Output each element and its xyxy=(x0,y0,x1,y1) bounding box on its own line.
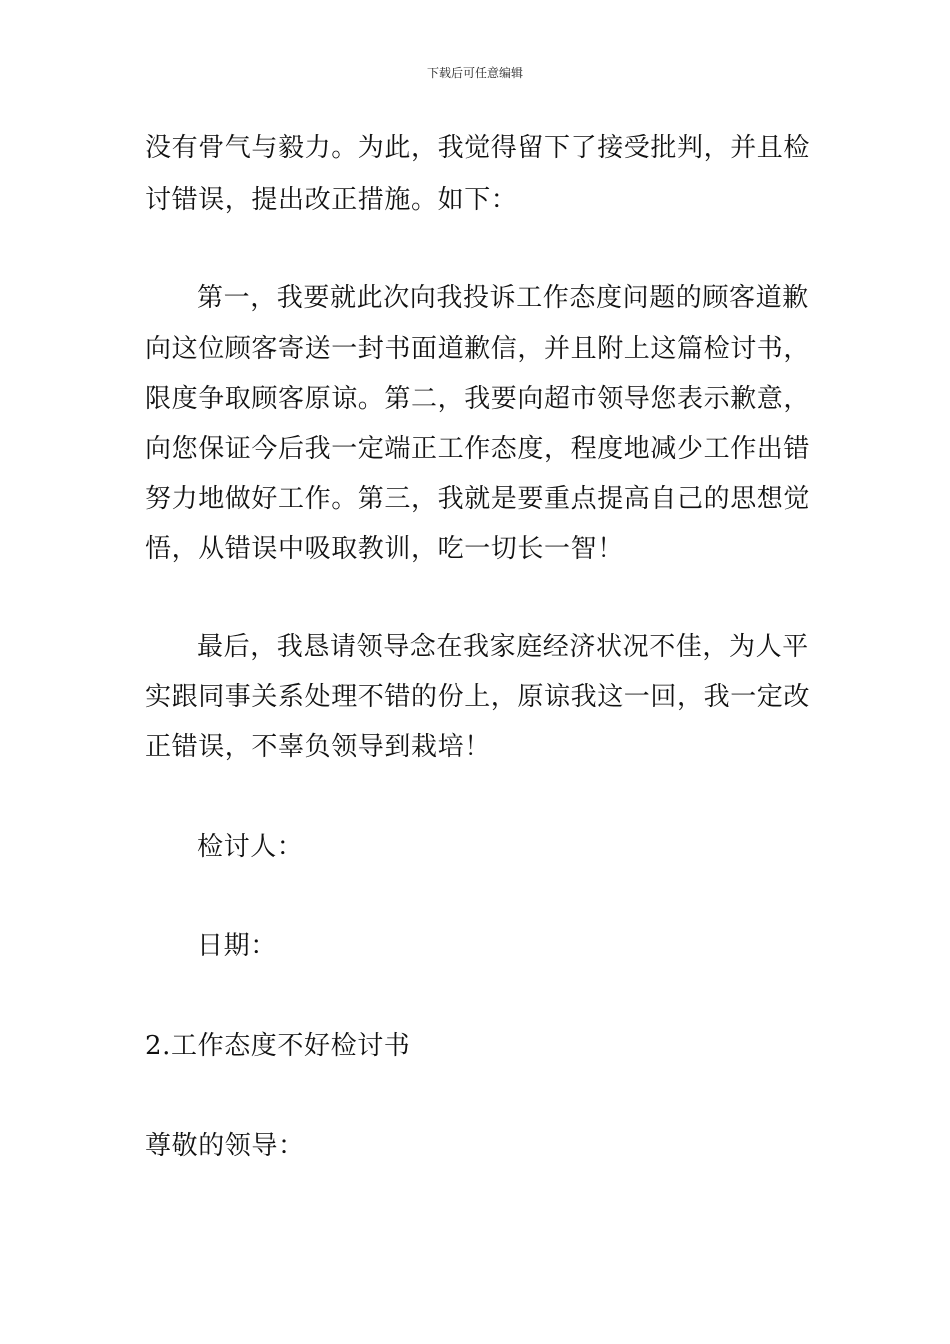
text-line: 正错误，不辜负领导到栽培！ xyxy=(145,732,491,762)
text-line: 没有骨气与毅力。为此，我觉得留下了接受批判，并且检 xyxy=(145,133,811,163)
text-line: 最后，我恳请领导念在我家庭经济状况不佳，为人平 xyxy=(197,632,809,662)
section-heading: 2.工作态度不好检讨书 xyxy=(145,1031,411,1061)
page-header: 下载后可任意编辑 xyxy=(426,66,523,80)
text-line: 悟，从错误中吸取教训，吃一切长一智！ xyxy=(145,534,624,564)
text-line: 努力地做好工作。第三，我就是要重点提高自己的思想觉 xyxy=(145,484,811,514)
text-line: 实跟同事关系处理不错的份上，原谅我这一回，我一定改 xyxy=(145,682,811,712)
text-line: 向这位顾客寄送一封书面道歉信，并且附上这篇检讨书， xyxy=(145,334,811,364)
reviewer-signature-label: 检讨人： xyxy=(197,832,304,862)
text-line: 第一，我要就此次向我投诉工作态度问题的顾客道歉 xyxy=(197,283,809,313)
salutation: 尊敬的领导： xyxy=(145,1131,305,1161)
date-label: 日期： xyxy=(197,931,277,961)
text-line: 限度争取顾客原谅。第二，我要向超市领导您表示歉意， xyxy=(145,384,811,414)
text-line: 讨错误，提出改正措施。如下： xyxy=(145,185,518,215)
text-line: 向您保证今后我一定端正工作态度，程度地减少工作出错 xyxy=(145,434,811,464)
